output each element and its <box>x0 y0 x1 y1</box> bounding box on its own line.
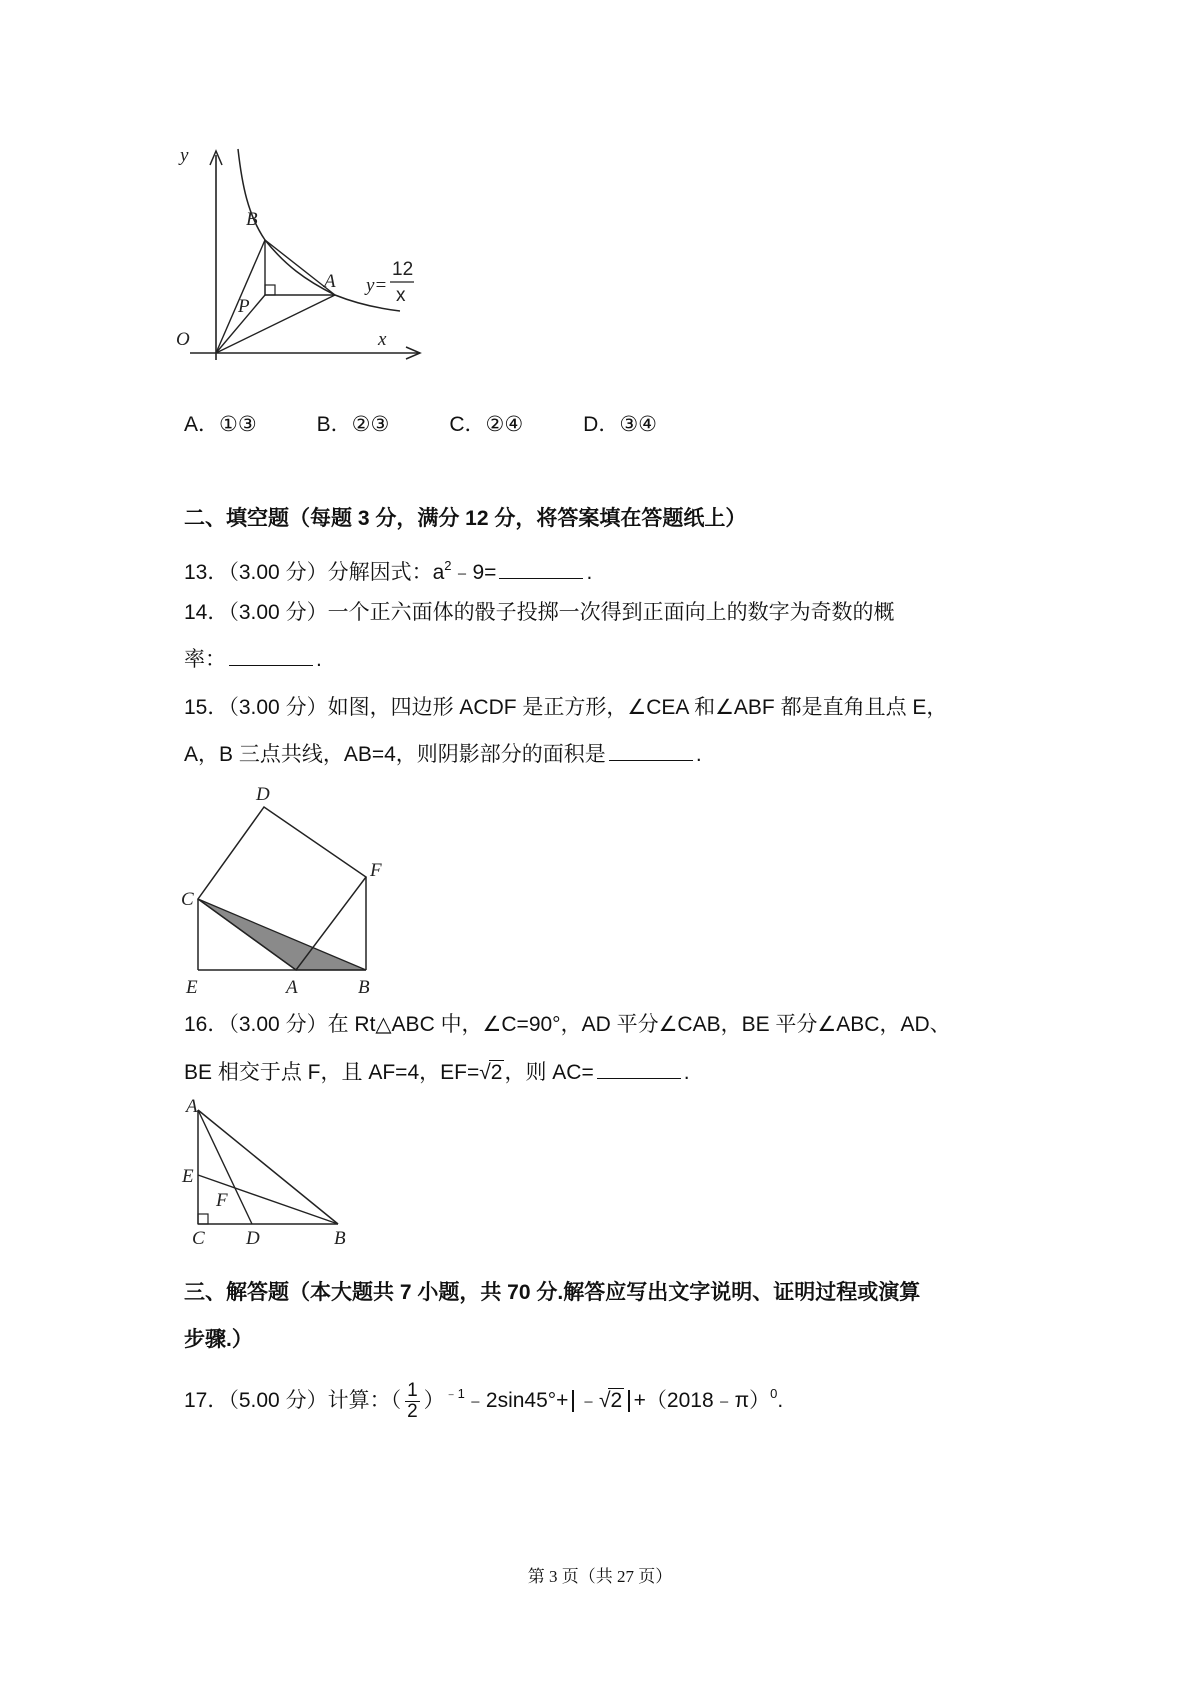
q16-sqrt-value: 2 <box>490 1061 503 1084</box>
point-b-label: B <box>246 209 258 230</box>
q17-prefix: 17．（5.00 分）计算：（ <box>184 1389 402 1412</box>
q13-prefix: 13．（3.00 分）分解因式：a <box>184 561 445 584</box>
q17-fraction-denominator: 2 <box>407 1400 418 1422</box>
square-label-c: C <box>181 889 194 910</box>
q17-neg: ﹣ <box>577 1389 599 1412</box>
q14-answer-blank <box>229 645 313 666</box>
q15-end: . <box>695 743 702 766</box>
q16-line2-prefix: BE 相交于点 F，且 AF=4，EF= <box>184 1061 480 1084</box>
q17-abs-right <box>628 1390 630 1412</box>
question-14-line-2 <box>184 645 322 675</box>
triangle-label-d: D <box>246 1228 260 1248</box>
square-figure <box>176 780 396 998</box>
q13-answer-blank <box>499 558 583 579</box>
triangle-label-b: B <box>334 1228 346 1248</box>
triangle-label-f: F <box>216 1190 228 1211</box>
question-13 <box>184 551 592 588</box>
point-a-label: A <box>324 271 336 292</box>
q17-fraction <box>405 1381 420 1422</box>
triangle-label-e: E <box>182 1166 194 1187</box>
y-axis-label: y <box>180 145 189 166</box>
hyperbola-figure <box>170 145 460 385</box>
square-label-d: D <box>256 784 270 805</box>
q13-end: . <box>586 561 593 584</box>
q17-middle: ﹣2sin45°+ <box>464 1389 569 1412</box>
q15-line2-prefix: A，B 三点共线，AB=4，则阴影部分的面积是 <box>184 743 606 766</box>
triangle-label-a: A <box>186 1098 198 1117</box>
option-c: C．②④ <box>449 413 524 436</box>
q17-sqrt-value: 2 <box>610 1389 623 1412</box>
question-15-line-1: 15．（3.00 分）如图，四边形 ACDF 是正方形，∠CEA 和∠ABF 都是直角且点 E， <box>184 696 948 719</box>
curve-equation-numerator: 12 <box>392 259 414 280</box>
q14-end: . <box>316 648 322 671</box>
q16-sqrt: √2 <box>479 1061 503 1084</box>
segment-oa <box>216 295 335 353</box>
section-2-heading: 二、填空题（每题 3 分，满分 12 分，将答案填在答题纸上） <box>184 507 747 530</box>
q17-close-paren: ） <box>423 1389 445 1412</box>
question-14-line-1: 14．（3.00 分）一个正六面体的骰子投掷一次得到正面向上的数字为奇数的概 <box>184 601 895 624</box>
option-d: D．③④ <box>583 413 657 436</box>
right-angle-mark <box>198 1214 208 1224</box>
q17-exponent-1: ﹣1 <box>444 1386 465 1401</box>
section-3-heading-line-2: 步骤.） <box>184 1328 253 1351</box>
option-a: A．①③ <box>184 413 257 436</box>
curve-equation-denominator: x <box>396 285 406 306</box>
q14-line2-prefix: 率： <box>184 648 226 671</box>
page-footer: 第 3 页（共 27 页） <box>527 1567 673 1586</box>
option-b: B．②③ <box>316 413 390 436</box>
q13-suffix: ﹣9= <box>451 561 497 584</box>
q17-sqrt: √2 <box>598 1389 623 1412</box>
answer-options <box>184 410 717 440</box>
q17-abs-left <box>572 1390 574 1412</box>
q13-exponent: 2 <box>444 558 452 573</box>
q17-exponent-2: 0 <box>770 1386 778 1401</box>
x-axis-label: x <box>378 329 387 350</box>
right-angle-mark <box>265 285 275 295</box>
point-p-label: P <box>238 296 250 317</box>
q16-answer-blank <box>597 1058 681 1079</box>
square-label-a: A <box>286 977 298 998</box>
square-label-e: E <box>186 977 198 998</box>
square-label-f: F <box>370 860 382 881</box>
section-3-heading-line-1: 三、解答题（本大题共 7 小题，共 70 分.解答应写出文字说明、证明过程或演算 <box>184 1281 921 1304</box>
question-16-line-2 <box>184 1058 690 1088</box>
q16-end: . <box>683 1061 690 1084</box>
question-17 <box>184 1372 783 1423</box>
question-16-line-1: 16．（3.00 分）在 Rt△ABC 中，∠C=90°，AD 平分∠CAB，BE 平分∠ABC，AD、 <box>184 1013 951 1036</box>
triangle-label-c: C <box>192 1228 205 1248</box>
q17-end: . <box>777 1389 784 1412</box>
origin-label: O <box>176 329 190 350</box>
q16-line2-suffix: ，则 AC= <box>504 1061 594 1084</box>
question-15-line-2 <box>184 740 702 770</box>
triangle-figure <box>178 1098 358 1248</box>
curve-equation-prefix: y= <box>366 275 388 296</box>
q17-after-abs: +（2018﹣π） <box>633 1389 771 1412</box>
square-label-b: B <box>358 977 370 998</box>
q17-fraction-numerator: 1 <box>407 1379 418 1401</box>
q15-answer-blank <box>609 740 693 761</box>
